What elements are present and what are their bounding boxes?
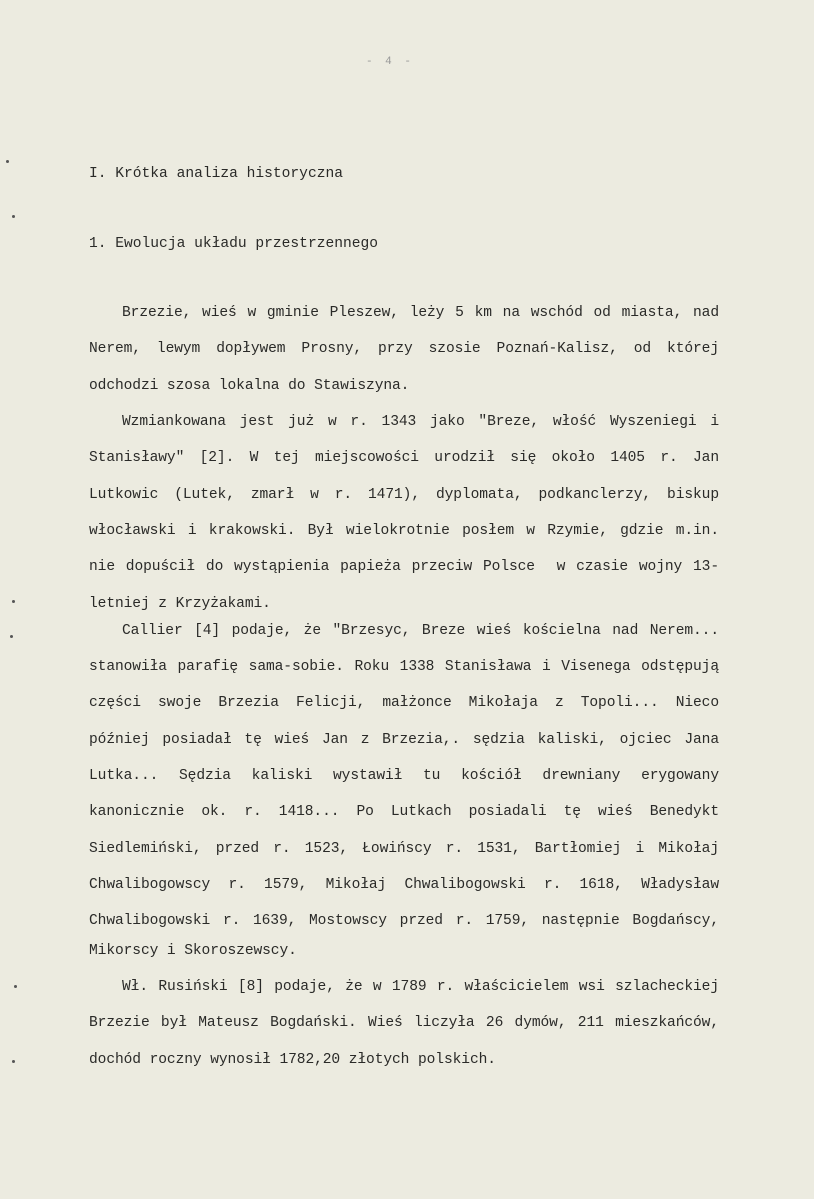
text-line: kanonicznie ok. r. 1418... Po Lutkach posiadali tę wieś Benedykt xyxy=(89,804,719,820)
section-heading: I. Krótka analiza historyczna xyxy=(89,166,343,182)
text-line: Chwalibogowski r. 1639, Mostowscy przed r. 1759, następnie Bogdańscy, xyxy=(89,913,719,929)
punch-mark xyxy=(12,215,15,218)
text-line: Callier [4] podaje, że "Brzesyc, Breze wieś kościelna nad Nerem... xyxy=(122,623,719,639)
text-line: włocławski i krakowski. Był wielokrotnie posłem w Rzymie, gdzie m.in. xyxy=(89,523,719,539)
text-line: części swoje Brzezia Felicji, małżonce Mikołaja z Topoli... Nieco xyxy=(89,695,719,711)
text-line: Brzezie, wieś w gminie Pleszew, leży 5 km na wschód od miasta, nad xyxy=(122,305,719,321)
punch-mark xyxy=(12,1060,15,1063)
text-line: Brzezie był Mateusz Bogdański. Wieś liczyła 26 dymów, 211 mieszkańców, xyxy=(89,1015,719,1031)
text-line: Lutkowic (Lutek, zmarł w r. 1471), dyplomata, podkanclerzy, biskup xyxy=(89,487,719,503)
text-line: letniej z Krzyżakami. xyxy=(89,596,271,612)
punch-mark xyxy=(12,600,15,603)
punch-mark xyxy=(6,160,9,163)
text-line: Wzmiankowana jest już w r. 1343 jako "Breze, włość Wyszeniegi i xyxy=(122,414,719,430)
text-line: dochód roczny wynosił 1782,20 złotych polskich. xyxy=(89,1052,496,1068)
punch-mark xyxy=(14,985,17,988)
text-line: później posiadał tę wieś Jan z Brzezia,. sędzia kaliski, ojciec Jana xyxy=(89,732,719,748)
text-line: nie dopuścił do wystąpienia papieża przeciw Polsce w czasie wojny 13- xyxy=(89,559,719,575)
text-line: Chwalibogowscy r. 1579, Mikołaj Chwalibogowski r. 1618, Władysław xyxy=(89,877,719,893)
page-number: - 4 - xyxy=(365,56,414,68)
text-line: Mikorscy i Skoroszewscy. xyxy=(89,943,297,959)
text-line: Lutka... Sędzia kaliski wystawił tu kościół drewniany erygowany xyxy=(89,768,719,784)
text-line: Nerem, lewym dopływem Prosny, przy szosie Poznań-Kalisz, od której xyxy=(89,341,719,357)
subsection-heading: 1. Ewolucja układu przestrzennego xyxy=(89,236,379,252)
text-line: Stanisławy" [2]. W tej miejscowości urodził się około 1405 r. Jan xyxy=(89,450,719,466)
text-line: odchodzi szosa lokalna do Stawiszyna. xyxy=(89,378,410,394)
punch-mark xyxy=(10,635,13,638)
text-line: Wł. Rusiński [8] podaje, że w 1789 r. właścicielem wsi szlacheckiej xyxy=(122,979,719,995)
text-line: stanowiła parafię sama-sobie. Roku 1338 Stanisława i Visenega odstępują xyxy=(89,659,719,675)
text-line: Siedlemiński, przed r. 1523, Łowińscy r. 1531, Bartłomiej i Mikołaj xyxy=(89,841,719,857)
